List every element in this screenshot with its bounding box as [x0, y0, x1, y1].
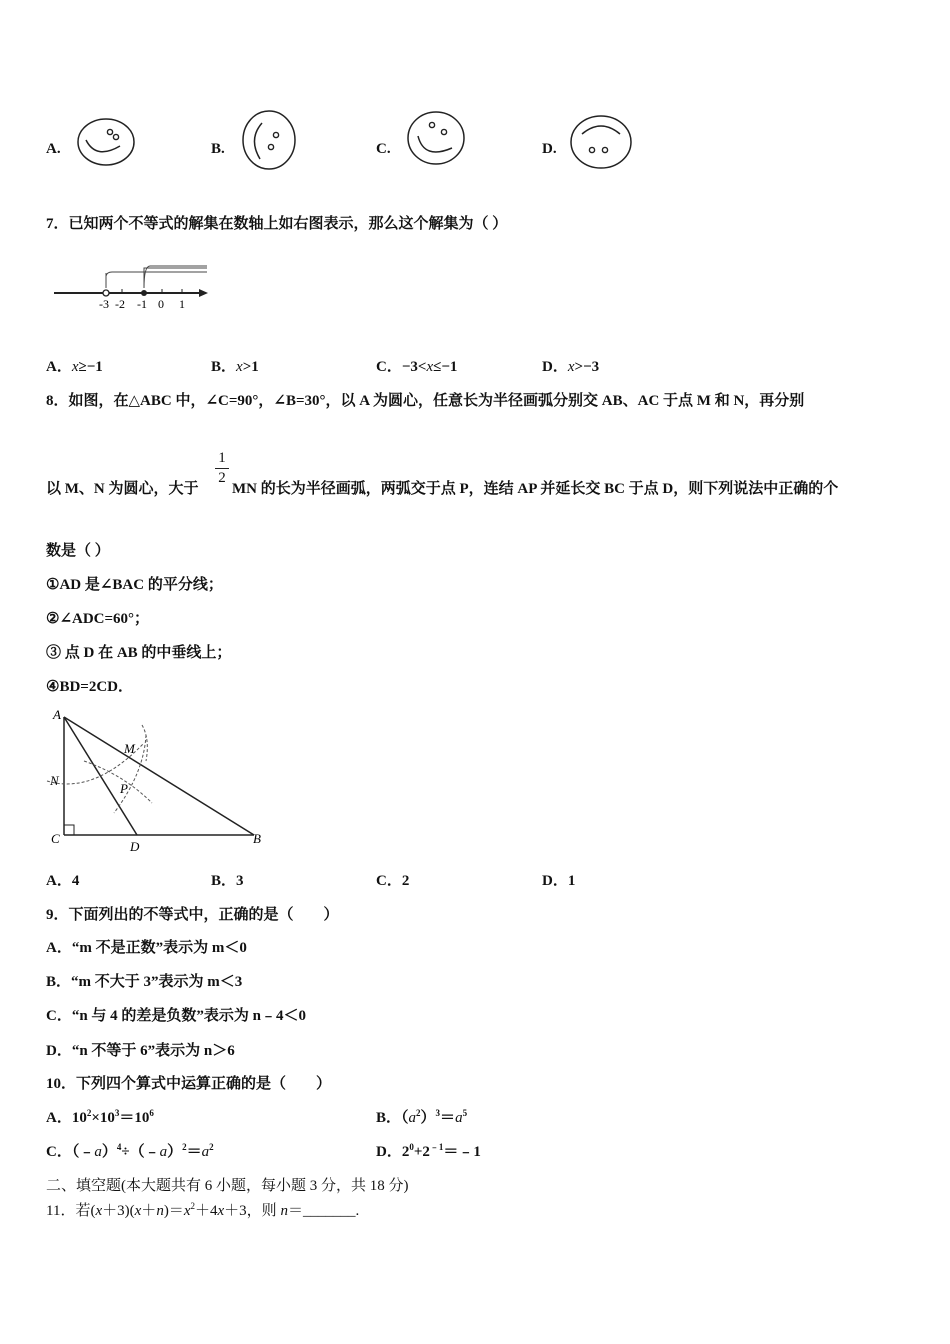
q11-stem: 11．若$(x+3)(x+n)=x^2+4x+3$，则 n＝_______. [46, 1201, 360, 1219]
q8-option-b: B．3 [211, 873, 244, 889]
tick-label: -1 [137, 297, 147, 311]
q8-stem-line1: 8．如图，在△ABC 中，∠C=90°，∠B=30°，以 A 为圆心，任意长为半径画弧分别交 AB、AC 于点 M 和 N，再分别 [46, 393, 805, 409]
q10-option-d: D．$2^0+2^{﹣1}=﹣1$ [376, 1142, 481, 1160]
q7-option-a: A．x≥−1 [46, 359, 103, 375]
smiley-face-b-icon [240, 109, 298, 171]
smiley-face-a-icon [76, 116, 136, 168]
label-d: D [130, 839, 140, 854]
q9-option-c: C．“n 与 4 的差是负数”表示为 n﹣4＜0 [46, 1008, 307, 1024]
number-line-arrow-icon [199, 289, 208, 297]
q8-option-c: C．2 [376, 873, 410, 889]
q10-option-c: C．$(﹣a)^4\div(﹣a)^2=a^2$ [46, 1142, 214, 1160]
number-line-figure [52, 264, 212, 314]
tick-label: -3 [99, 297, 109, 311]
q8-option-a: A．4 [46, 873, 80, 889]
q9-option-a: A．“m 不是正数”表示为 m＜0 [46, 940, 247, 956]
label-c: C [51, 831, 60, 846]
q8-statement-3: ③ 点 D 在 AB 的中垂线上； [46, 645, 232, 661]
smiley-face-c-icon [406, 110, 466, 166]
q7-option-c: C．−3<x≤−1 [376, 359, 458, 375]
tick-label: 1 [179, 297, 185, 311]
q9-option-d: D．“n 不等于 6”表示为 n＞6 [46, 1043, 235, 1059]
q7-stem: 7．已知两个不等式的解集在数轴上如右图表示，那么这个解集为（ ） [46, 216, 508, 232]
q8-statement-2: ②∠ADC=60°； [46, 611, 150, 627]
fraction-numerator: 1 [218, 450, 226, 466]
triangle-figure [44, 703, 269, 858]
fraction-bar [215, 468, 229, 469]
q8-statement-1: ①AD 是∠BAC 的平分线； [46, 577, 223, 593]
q6-option-c-letter: C. [376, 141, 391, 157]
q6-option-a-letter: A. [46, 141, 61, 157]
q8-statement-4: ④BD=2CD． [46, 679, 133, 695]
q8-stem-line2-pre: 以 M、N 为圆心，大于 [46, 481, 199, 497]
tick-label: 0 [158, 297, 164, 311]
smiley-face-d-icon [568, 114, 634, 170]
fraction-one-half [213, 450, 231, 487]
q8-option-d: D．1 [542, 873, 576, 889]
side-ab [64, 717, 254, 835]
q9-option-b: B．“m 不大于 3”表示为 m＜3 [46, 974, 243, 990]
section-heading: 二、填空题(本大题共有 6 小题，每小题 3 分，共 18 分) [46, 1178, 409, 1194]
label-m: M [124, 741, 135, 756]
q8-stem-line2-post: MN 的长为半径画弧，两弧交于点 P，连结 AP 并延长交 BC 于点 D，则下列说法中正确的个 [232, 481, 839, 497]
closed-dot-minus1 [141, 290, 147, 296]
q10-option-a: A．$10^2\times 10^3=10^6$ [46, 1108, 154, 1126]
q7-option-b: B．x>1 [211, 359, 259, 375]
q7-option-d: D．x>−3 [542, 359, 600, 375]
label-n: N [50, 773, 59, 788]
q9-stem: 9．下面列出的不等式中，正确的是（ ） [46, 907, 339, 923]
label-b: B [253, 831, 261, 846]
q10-stem: 10．下列四个算式中运算正确的是（ ） [46, 1076, 332, 1092]
fraction-denominator: 2 [218, 470, 226, 486]
tick-label: -2 [115, 297, 125, 311]
open-dot-minus3 [103, 290, 109, 296]
label-a: A [53, 707, 61, 722]
label-p: P [120, 781, 128, 796]
q10-option-b: B．$(a^2)^3=a^5$ [376, 1108, 468, 1126]
q6-option-d-letter: D. [542, 141, 557, 157]
q6-option-b-letter: B. [211, 141, 225, 157]
answer-blank[interactable]: _______ [302, 1203, 356, 1219]
q8-stem-line3: 数是（ ） [46, 543, 110, 559]
arc-from-n [84, 761, 152, 803]
